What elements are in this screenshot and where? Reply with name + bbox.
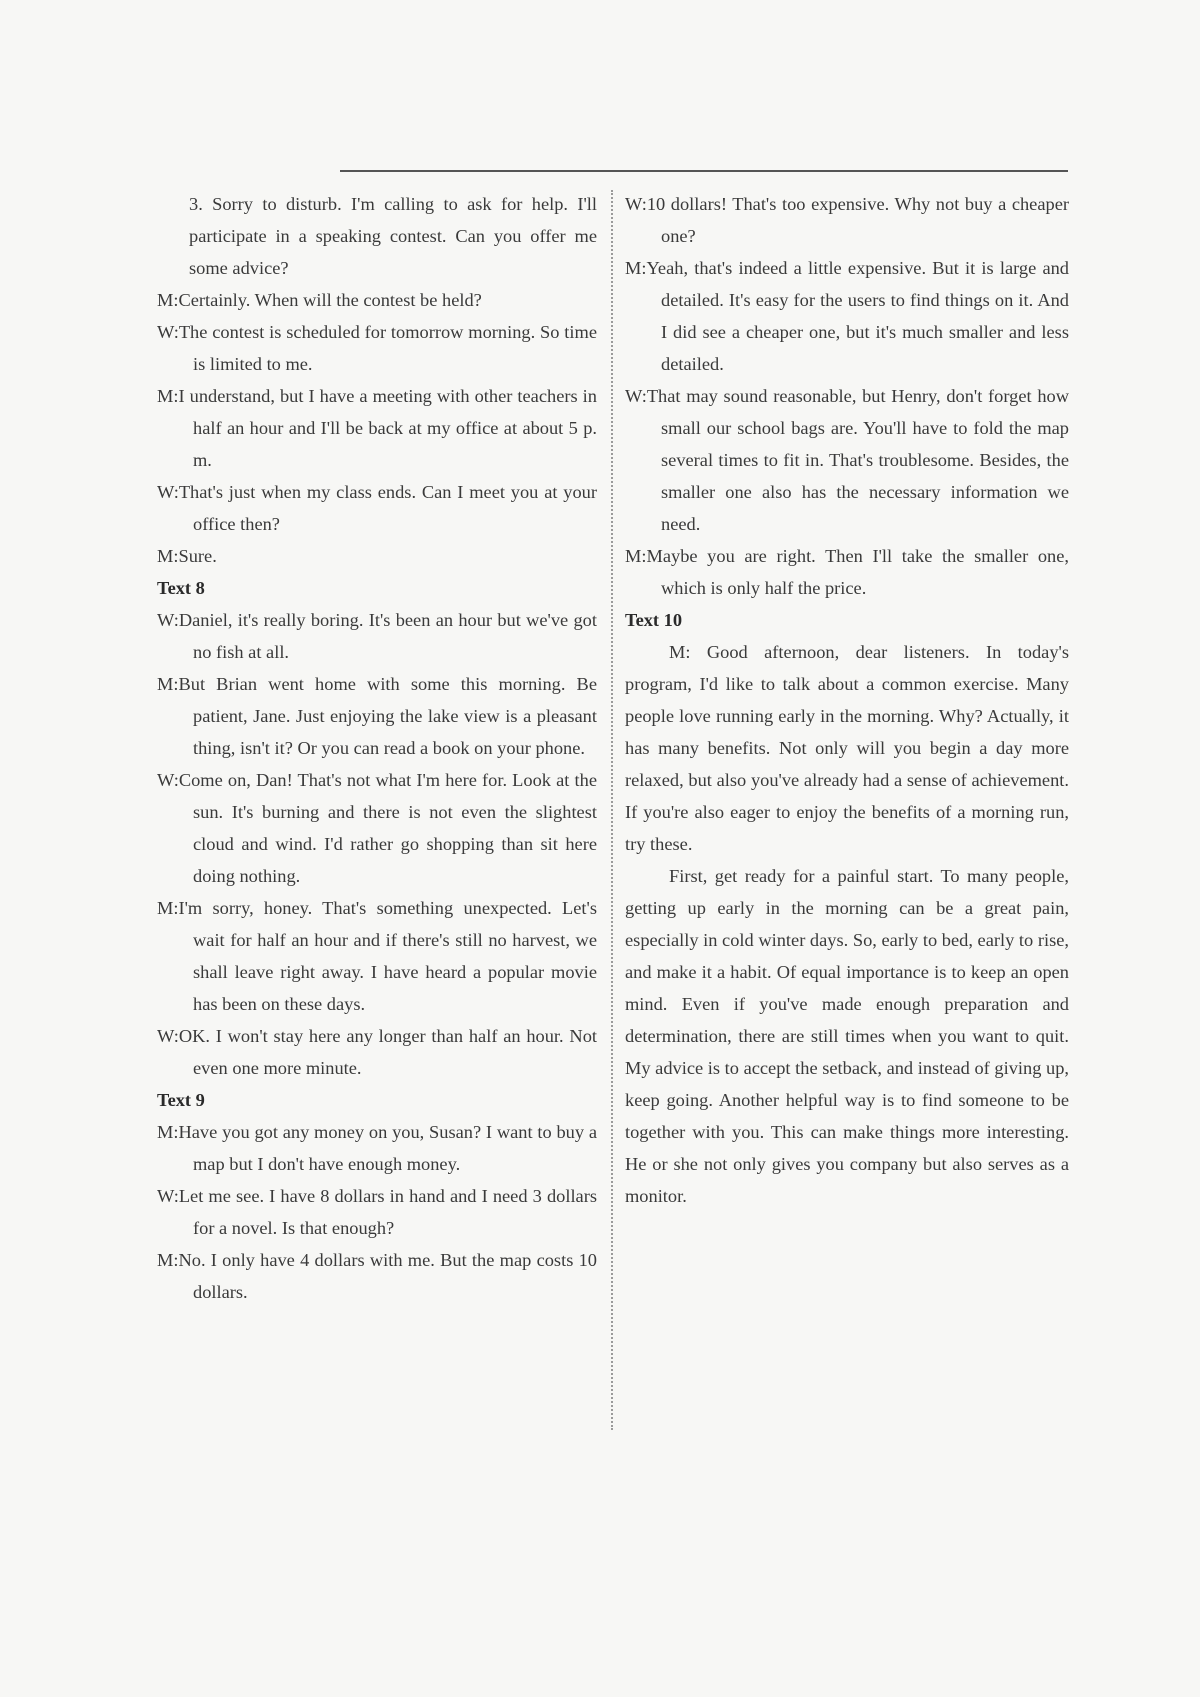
- right-column: [625, 188, 1069, 1212]
- speaker-separator: :: [173, 674, 179, 694]
- speaker-separator: :: [173, 898, 179, 918]
- dialogue-text: The contest is scheduled for tomorrow morning. So time is limited to me.: [178, 322, 597, 374]
- dialogue-line: [157, 1244, 597, 1308]
- speaker-label: W: [625, 194, 642, 214]
- speaker-separator: :: [173, 290, 179, 310]
- paragraph: M: Good afternoon, dear listeners. In today's program, I'd like to talk about a common exercise. Many people love running early in the morning. Why? Actually, it has many benefits. Not only will you begin a day more relaxed, but also you've already had a sense of achievement. If you're also eager to enjoy the benefits of a morning run, try these.: [625, 642, 1069, 854]
- speaker-separator: :: [173, 482, 179, 502]
- speaker-label: W: [157, 770, 174, 790]
- section-heading: Text 8: [157, 578, 205, 598]
- dialogue-line: [157, 892, 597, 1020]
- dialogue-line: [157, 476, 597, 540]
- speaker-separator: :: [641, 194, 647, 214]
- top-rule: [340, 170, 1068, 172]
- speaker-label: W: [157, 1186, 174, 1206]
- dialogue-line: [157, 284, 597, 316]
- dialogue-text: Come on, Dan! That's not what I'm here for. Look at the sun. It's burning and there is not even the slightest cloud and wind. I'd rather go shopping than sit here doing nothing.: [178, 770, 597, 886]
- speaker-label: M: [157, 674, 174, 694]
- dialogue-text: OK. I won't stay here any longer than half an hour. Not even one more minute.: [178, 1026, 597, 1078]
- speaker-separator: :: [173, 546, 179, 566]
- speaker-label: W: [157, 322, 174, 342]
- dialogue-text: That's just when my class ends. Can I meet you at your office then?: [178, 482, 597, 534]
- dialogue-text: I'm sorry, honey. That's something unexpected. Let's wait for half an hour and if there's still no harvest, we shall leave right away. I have heard a popular movie has been on these days.: [178, 898, 597, 1014]
- speaker-separator: :: [173, 610, 179, 630]
- dialogue-text: No. I only have 4 dollars with me. But the map costs 10 dollars.: [178, 1250, 597, 1302]
- dialogue-text: Maybe you are right. Then I'll take the smaller one, which is only half the price.: [646, 546, 1069, 598]
- dialogue-text: Have you got any money on you, Susan? I want to buy a map but I don't have enough money.: [178, 1122, 597, 1174]
- dialogue-line: [625, 188, 1069, 252]
- speaker-separator: :: [173, 322, 179, 342]
- speaker-label: M: [157, 290, 174, 310]
- dialogue-text: I understand, but I have a meeting with other teachers in half an hour and I'll be back at my office at about 5 p. m.: [178, 386, 597, 470]
- speaker-separator: :: [173, 1122, 179, 1142]
- dialogue-text: But Brian went home with some this morning. Be patient, Jane. Just enjoying the lake view is a pleasant thing, isn't it? Or you can read a book on your phone.: [178, 674, 597, 758]
- dialogue-line: [625, 380, 1069, 540]
- speaker-separator: :: [173, 1186, 179, 1206]
- speaker-label: W: [157, 482, 174, 502]
- dialogue-text: Daniel, it's really boring. It's been an hour but we've got no fish at all.: [178, 610, 597, 662]
- speaker-label: M: [157, 898, 174, 918]
- left-column: [157, 188, 597, 1308]
- speaker-label: W: [625, 386, 642, 406]
- speaker-label: W: [157, 610, 174, 630]
- speaker-separator: :: [173, 1026, 179, 1046]
- speaker-separator: :: [173, 1250, 179, 1270]
- speaker-label: M: [157, 386, 174, 406]
- speaker-separator: :: [641, 258, 647, 278]
- speaker-separator: :: [173, 770, 179, 790]
- dialogue-text: Let me see. I have 8 dollars in hand and I need 3 dollars for a novel. Is that enough?: [178, 1186, 597, 1238]
- dialogue-line: [157, 380, 597, 476]
- dialogue-text: Sure.: [178, 546, 217, 566]
- dialogue-line: [157, 1020, 597, 1084]
- dialogue-text: Certainly. When will the contest be held?: [178, 290, 482, 310]
- speaker-label: M: [157, 1250, 174, 1270]
- section-heading: Text 10: [625, 610, 683, 630]
- speaker-label: M: [625, 546, 642, 566]
- dialogue-line: [625, 540, 1069, 604]
- section-heading: Text 9: [157, 1090, 205, 1110]
- speaker-label: M: [157, 546, 174, 566]
- dialogue-line: [157, 1116, 597, 1180]
- paragraph: First, get ready for a painful start. To many people, getting up early in the morning can be a great pain, especially in cold winter days. So, early to bed, early to rise, and make it a habit. Of equal importance is to keep an open mind. Even if you've made enough preparation and determination, there are still times when you want to quit. My advice is to accept the setback, and instead of giving up, keep going. Another helpful way is to find someone to be together with you. This can make things more interesting. He or she not only gives you company but also serves as a monitor.: [625, 866, 1069, 1206]
- speaker-label: M: [625, 258, 642, 278]
- speaker-separator: :: [173, 386, 179, 406]
- dialogue-line: [157, 1180, 597, 1244]
- dialogue-text: 10 dollars! That's too expensive. Why not buy a cheaper one?: [646, 194, 1069, 246]
- speaker-separator: :: [641, 386, 647, 406]
- dialogue-line: [157, 668, 597, 764]
- dialogue-line: [157, 316, 597, 380]
- column-divider: [611, 190, 613, 1430]
- dialogue-line: [157, 604, 597, 668]
- speaker-label: M: [157, 1122, 174, 1142]
- speaker-label: W: [157, 1026, 174, 1046]
- continued-text: 3. Sorry to disturb. I'm calling to ask for help. I'll participate in a speaking contest. Can you offer me some advice?: [189, 194, 597, 278]
- dialogue-line: [157, 540, 597, 572]
- dialogue-line: [625, 252, 1069, 380]
- dialogue-text: That may sound reasonable, but Henry, don't forget how small our school bags are. You'll have to fold the map several times to fit in. That's troublesome. Besides, the smaller one also has the necessary information we need.: [646, 386, 1069, 534]
- dialogue-text: Yeah, that's indeed a little expensive. But it is large and detailed. It's easy for the users to find things on it. And I did see a cheaper one, but it's much smaller and less detailed.: [646, 258, 1069, 374]
- dialogue-line: [157, 764, 597, 892]
- speaker-separator: :: [641, 546, 647, 566]
